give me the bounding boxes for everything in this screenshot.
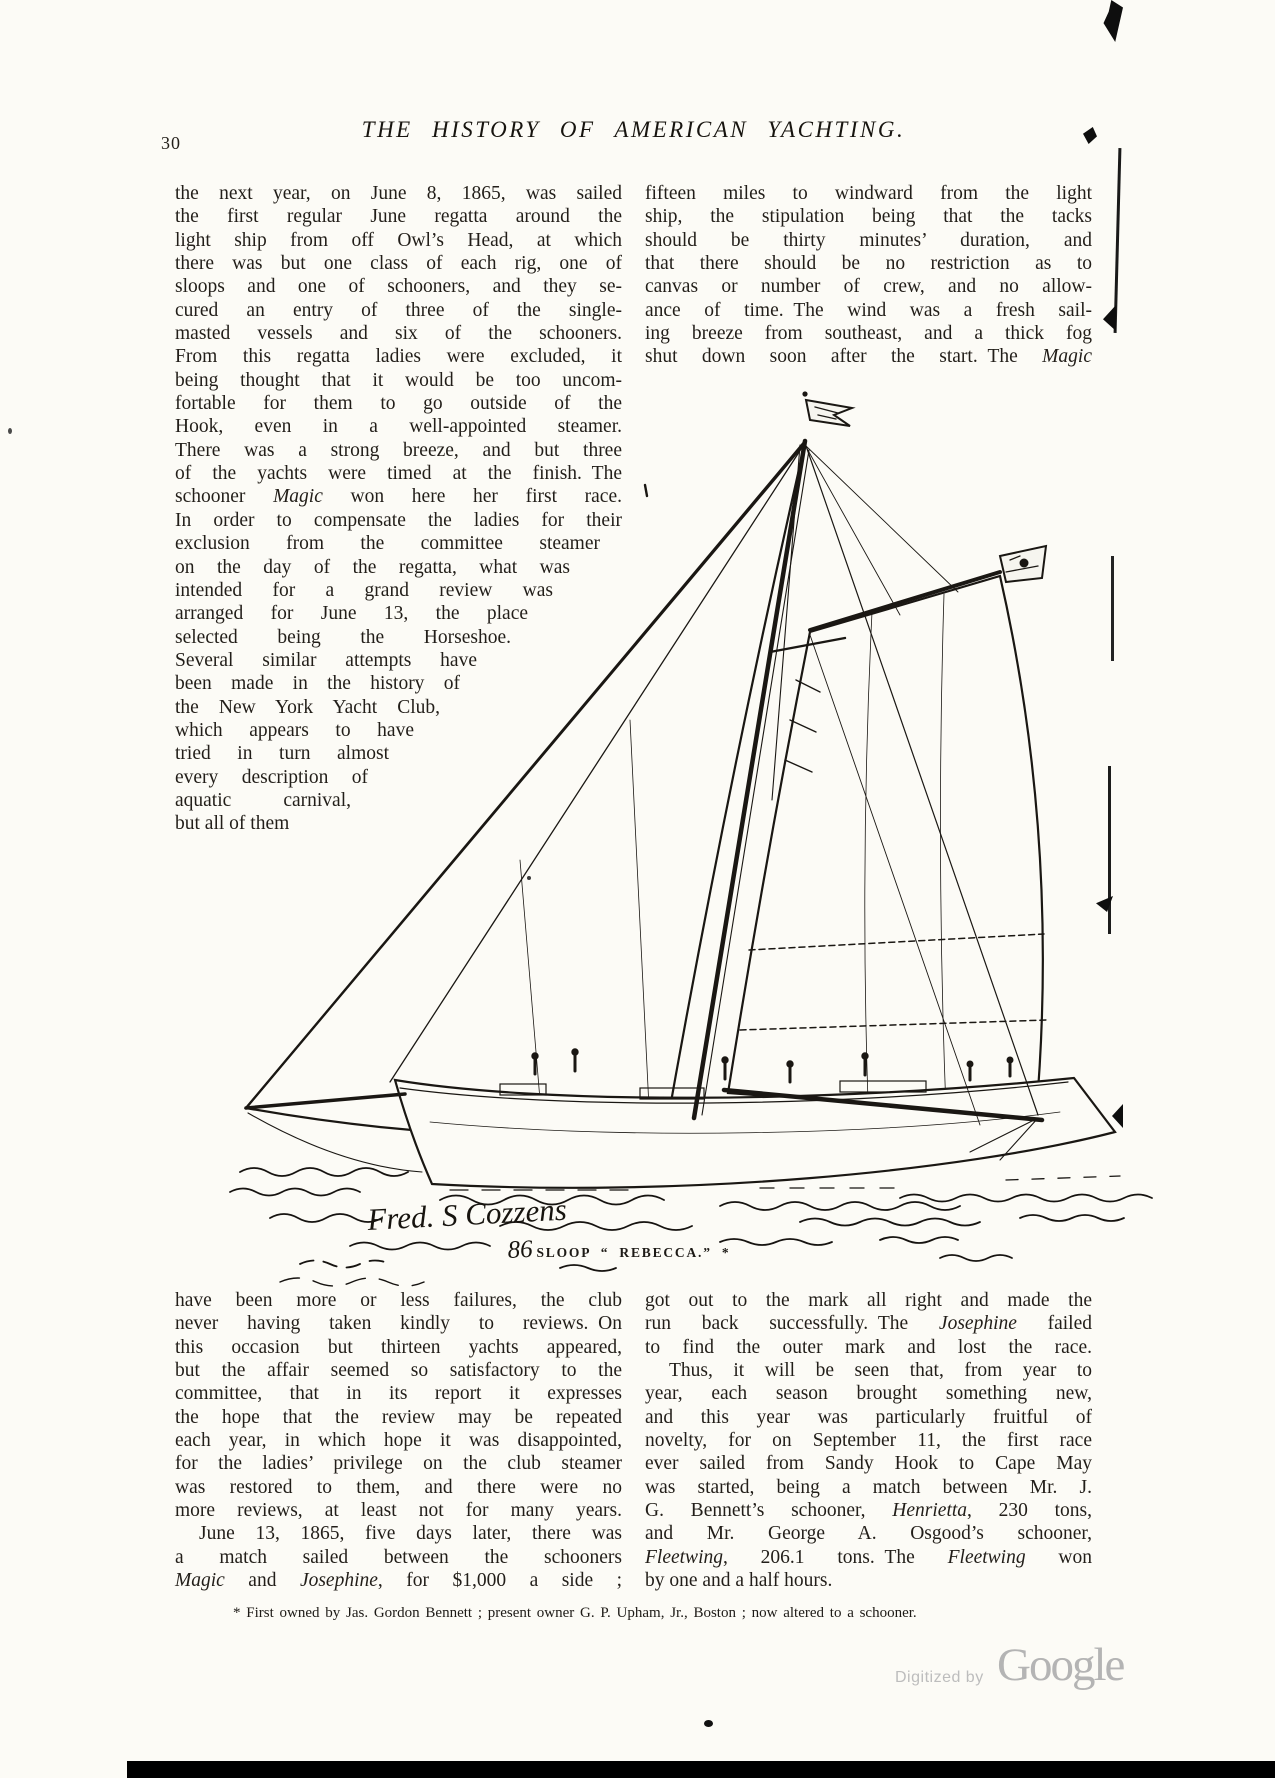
text-line: committee, that in its report it expresses bbox=[175, 1383, 622, 1405]
text-line: by one and a half hours. bbox=[645, 1570, 833, 1592]
text-line: ance of time. The wind was a fresh sail- bbox=[645, 299, 1092, 321]
sloop-rebecca-illustration bbox=[200, 380, 1200, 1330]
scan-artifact bbox=[1097, 0, 1123, 42]
text-line: that there should be no restriction as to bbox=[645, 253, 1092, 275]
text-line: the next year, on June 8, 1865, was sailed bbox=[175, 183, 622, 204]
scan-artifact bbox=[1103, 305, 1116, 331]
illustration-caption: SLOOP “ REBECCA.” * bbox=[536, 1245, 731, 1260]
text-line: was restored to them, and there were no bbox=[175, 1476, 622, 1498]
text-line: novelty, for on September 11, the first race bbox=[645, 1430, 1092, 1452]
text-line: and this year was particularly fruitful of bbox=[645, 1406, 1092, 1428]
text-column-bottom-right bbox=[645, 1289, 1092, 1592]
text-line: every description of bbox=[175, 766, 368, 788]
text-line: the first regular June regatta around the bbox=[175, 206, 622, 228]
text-line: on the day of the regatta, what was bbox=[175, 556, 570, 578]
text-line: should be thirty minutes’ duration, and bbox=[645, 229, 1092, 251]
text-line: intended for a grand review was bbox=[175, 579, 553, 601]
text-line: year, each season brought something new, bbox=[645, 1383, 1092, 1405]
text-line: Thus, it will be seen that, from year to bbox=[669, 1360, 1092, 1382]
text-line: of the yachts were timed at the finish. The bbox=[175, 463, 622, 485]
text-line: being thought that it would be too uncom- bbox=[175, 369, 622, 391]
text-line: more reviews, at least not for many years. bbox=[175, 1500, 622, 1522]
text-line: In order to compensate the ladies for their bbox=[175, 509, 622, 531]
text-line: From this regatta ladies were excluded, it bbox=[175, 346, 622, 368]
watermark-text: Digitized by bbox=[895, 1669, 984, 1686]
text-line: ship, the stipulation being that the tacks bbox=[645, 206, 1092, 228]
text-line: the hope that the review may be repeated bbox=[175, 1406, 622, 1428]
text-line: Several similar attempts have bbox=[175, 649, 477, 671]
artist-signature-year: 86 bbox=[506, 1235, 534, 1264]
text-line: fifteen miles to windward from the light bbox=[645, 183, 1092, 204]
text-line: ever sailed from Sandy Hook to Cape May bbox=[645, 1453, 1092, 1475]
text-line: schooner Magic won here her first race. bbox=[175, 486, 622, 508]
text-line: cured an entry of three of the single- bbox=[175, 299, 622, 321]
text-line: Magic and Josephine, for $1,000 a side ; bbox=[175, 1570, 622, 1592]
text-line: tried in turn almost bbox=[175, 743, 389, 765]
text-line: ing breeze from southeast, and a thick fog bbox=[645, 323, 1092, 345]
text-line: been made in the history of bbox=[175, 673, 460, 695]
gaff-flag bbox=[1000, 546, 1046, 582]
text-line: light ship from off Owl’s Head, at which bbox=[175, 229, 622, 251]
text-line: June 13, 1865, five days later, there was bbox=[199, 1523, 622, 1545]
scan-speck bbox=[8, 428, 12, 434]
page-title: THE HISTORY OF AMERICAN YACHTING. bbox=[361, 117, 906, 142]
text-line: the New York Yacht Club, bbox=[175, 696, 440, 718]
text-line: masted vessels and six of the schooners. bbox=[175, 323, 622, 345]
text-line: for the ladies’ privilege on the club steamer bbox=[175, 1453, 622, 1475]
page-number: 30 bbox=[161, 133, 181, 153]
jib-sail bbox=[246, 443, 805, 1136]
text-line: this occasion but thirteen yachts appeared, bbox=[175, 1336, 622, 1358]
text-line: to find the outer mark and lost the race. bbox=[645, 1336, 1092, 1358]
scan-edge-bar bbox=[127, 1761, 1275, 1778]
text-line: aquatic carnival, bbox=[175, 789, 351, 811]
text-line: was started, being a match between Mr. J. bbox=[645, 1476, 1092, 1498]
text-line: which appears to have bbox=[175, 719, 414, 741]
text-line: each year, in which hope it was disappointed, bbox=[175, 1430, 622, 1452]
text-line: canvas or number of crew, and no allow- bbox=[645, 276, 1092, 298]
text-line: a match sailed between the schooners bbox=[175, 1546, 622, 1568]
scan-artifact bbox=[1111, 556, 1114, 661]
text-line: shut down soon after the start. The Magic bbox=[645, 346, 1092, 368]
text-line: fortable for them to go outside of the bbox=[175, 393, 622, 415]
text-column-bottom-left bbox=[175, 1289, 622, 1592]
text-line: but the affair seemed so satisfactory to the bbox=[175, 1360, 622, 1382]
text-line: There was a strong breeze, and but three bbox=[175, 439, 622, 461]
text-line: exclusion from the committee steamer bbox=[175, 533, 600, 555]
scan-artifact bbox=[1114, 148, 1122, 333]
text-line: Hook, even in a well-appointed steamer. bbox=[175, 416, 622, 438]
text-line: arranged for June 13, the place bbox=[175, 603, 528, 625]
scan-artifact bbox=[1108, 766, 1111, 934]
masthead-pennant bbox=[802, 391, 852, 426]
ink-dot bbox=[704, 1720, 713, 1727]
artist-signature: Fred. S Cozzens bbox=[366, 1191, 568, 1237]
text-line: have been more or less failures, the club bbox=[175, 1290, 622, 1311]
scan-speck bbox=[527, 876, 531, 880]
text-line: run back successfully. The Josephine failed bbox=[645, 1313, 1093, 1335]
text-line: and Mr. George A. Osgood’s schooner, bbox=[645, 1523, 1092, 1545]
text-line: selected being the Horseshoe. bbox=[175, 626, 511, 648]
text-line: got out to the mark all right and made the bbox=[645, 1290, 1092, 1311]
text-line: sloops and one of schooners, and they se- bbox=[175, 276, 622, 298]
text-column-top-right bbox=[645, 182, 1092, 369]
google-logo: Google bbox=[997, 1639, 1124, 1691]
text-line: Fleetwing, 206.1 tons. The Fleetwing won bbox=[645, 1546, 1092, 1568]
text-line: G. Bennett’s schooner, Henrietta, 230 tons, bbox=[645, 1500, 1092, 1522]
text-line: never having taken kindly to reviews. On bbox=[175, 1313, 622, 1335]
footnote: * First owned by Jas. Gordon Bennett ; present owner G. P. Upham, Jr., Boston ; now altered to a schooner. bbox=[233, 1605, 917, 1621]
text-line: there was but one class of each rig, one of bbox=[175, 253, 622, 275]
text-line: but all of them bbox=[175, 813, 290, 835]
